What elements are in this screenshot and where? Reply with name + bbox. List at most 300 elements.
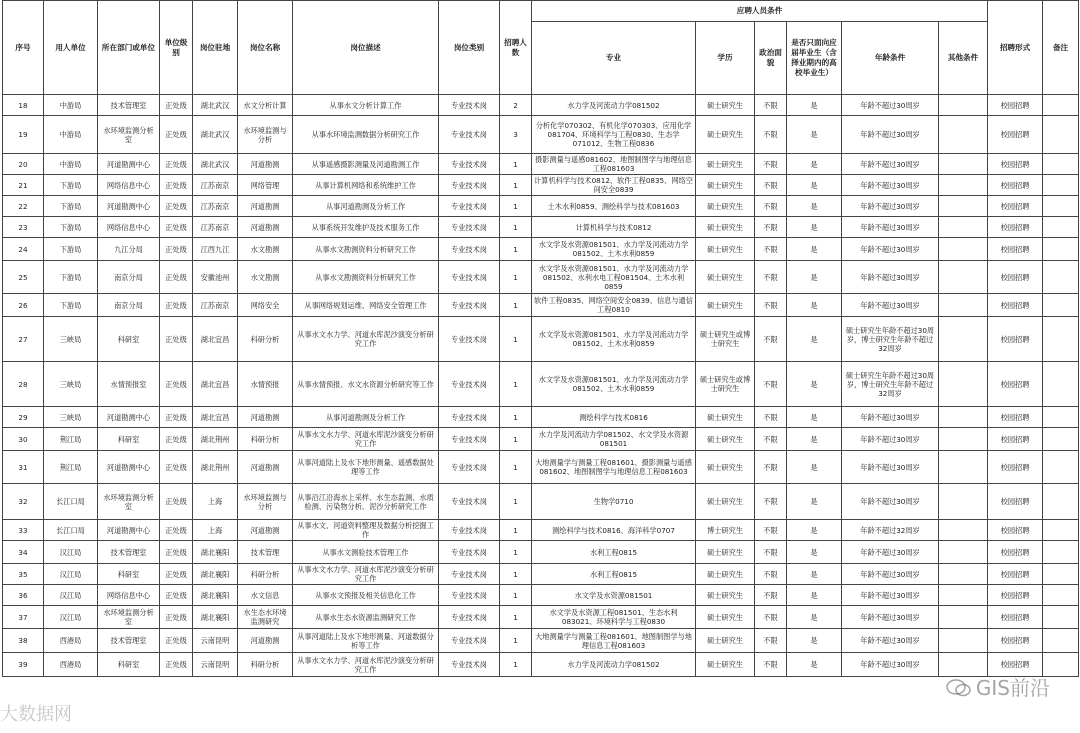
education-cell: 硕士研究生 (696, 451, 755, 484)
description-cell: 从事水生态水资源监测研究工作 (293, 606, 439, 629)
category-cell: 专业技术岗 (439, 629, 500, 653)
unit-cell: 长江口局 (44, 520, 98, 541)
watermark-left-text: 大数据网 (0, 704, 72, 725)
recruit-form-cell: 校园招聘 (988, 407, 1043, 428)
seq-cell: 32 (3, 484, 44, 520)
seq-cell: 23 (3, 217, 44, 238)
political-cell: 不限 (755, 451, 787, 484)
age-cell: 年龄不超过30周岁 (842, 629, 939, 653)
note-cell (1043, 294, 1079, 317)
category-cell: 专业技术岗 (439, 606, 500, 629)
count-cell: 1 (500, 317, 532, 362)
unit-cell: 荆江局 (44, 451, 98, 484)
fresh-grad-cell: 是 (787, 95, 842, 116)
education-cell: 硕士研究生 (696, 484, 755, 520)
recruit-form-cell: 校园招聘 (988, 428, 1043, 451)
major-cell: 大地测量学与测量工程081601、摄影测量与遥感081602、地图制图学与地理信息工程081603 (532, 451, 696, 484)
other-cell (939, 175, 988, 196)
description-cell: 从事河道勘测及分析工作 (293, 196, 439, 217)
unit-cell: 西港局 (44, 629, 98, 653)
political-cell: 不限 (755, 238, 787, 261)
seq-cell: 38 (3, 629, 44, 653)
description-cell: 从事水文水力学、河道水库泥沙演变分析研究工作 (293, 564, 439, 585)
note-cell (1043, 116, 1079, 154)
post-cell: 网络安全 (238, 294, 293, 317)
major-cell: 水文学及水资源081501、水力学及河流动力学081502、土木水利0859 (532, 362, 696, 407)
political-cell: 不限 (755, 362, 787, 407)
recruit-form-cell: 校园招聘 (988, 564, 1043, 585)
dept-cell: 科研室 (98, 428, 160, 451)
description-cell: 从事河道勘测及分析工作 (293, 407, 439, 428)
description-cell: 从事水文分析计算工作 (293, 95, 439, 116)
category-cell: 专业技术岗 (439, 451, 500, 484)
age-cell: 年龄不超过30周岁 (842, 653, 939, 677)
fresh-grad-cell: 是 (787, 564, 842, 585)
table-row (3, 541, 1079, 564)
level-cell: 正处级 (160, 294, 193, 317)
note-cell (1043, 541, 1079, 564)
unit-cell: 中游局 (44, 116, 98, 154)
age-cell: 年龄不超过30周岁 (842, 407, 939, 428)
other-cell (939, 154, 988, 175)
level-cell: 正处级 (160, 564, 193, 585)
header-recruit-form: 招聘形式 (988, 1, 1043, 95)
watermark-right (946, 672, 1050, 701)
other-cell (939, 484, 988, 520)
description-cell: 从事水文水力学、河道水库泥沙演变分析研究工作 (293, 317, 439, 362)
unit-cell: 中游局 (44, 154, 98, 175)
table-row (3, 520, 1079, 541)
fresh-grad-cell: 是 (787, 238, 842, 261)
political-cell: 不限 (755, 541, 787, 564)
description-cell: 从事水文水力学、河道水库泥沙演变分析研究工作 (293, 653, 439, 677)
header-political: 政治面貌 (755, 22, 787, 95)
political-cell: 不限 (755, 261, 787, 294)
level-cell: 正处级 (160, 541, 193, 564)
education-cell: 硕士研究生 (696, 541, 755, 564)
age-cell: 年龄不超过30周岁 (842, 238, 939, 261)
location-cell: 湖北武汉 (193, 154, 238, 175)
description-cell: 从事网络规划运维、网络安全管理工作 (293, 294, 439, 317)
education-cell: 硕士研究生 (696, 629, 755, 653)
location-cell: 上海 (193, 520, 238, 541)
recruit-form-cell: 校园招聘 (988, 606, 1043, 629)
seq-cell: 27 (3, 317, 44, 362)
post-cell: 河道勘测 (238, 520, 293, 541)
political-cell: 不限 (755, 520, 787, 541)
other-cell (939, 520, 988, 541)
age-cell: 年龄不超过30周岁 (842, 428, 939, 451)
post-cell: 水文勘测 (238, 238, 293, 261)
count-cell: 1 (500, 217, 532, 238)
dept-cell: 河道勘测中心 (98, 196, 160, 217)
post-cell: 科研分析 (238, 564, 293, 585)
table-row (3, 294, 1079, 317)
other-cell (939, 428, 988, 451)
major-cell: 摄影测量与遥感081602、地图制图学与地理信息工程081603 (532, 154, 696, 175)
recruit-form-cell: 校园招聘 (988, 238, 1043, 261)
header-category: 岗位类别 (439, 1, 500, 95)
level-cell: 正处级 (160, 407, 193, 428)
category-cell: 专业技术岗 (439, 294, 500, 317)
other-cell (939, 407, 988, 428)
seq-cell: 26 (3, 294, 44, 317)
fresh-grad-cell: 是 (787, 362, 842, 407)
age-cell: 年龄不超过30周岁 (842, 606, 939, 629)
major-cell: 水力学及河流动力学081502 (532, 95, 696, 116)
other-cell (939, 238, 988, 261)
table-row (3, 653, 1079, 677)
political-cell: 不限 (755, 217, 787, 238)
description-cell: 从事系统开发维护及技术服务工作 (293, 217, 439, 238)
level-cell: 正处级 (160, 95, 193, 116)
other-cell (939, 629, 988, 653)
political-cell: 不限 (755, 196, 787, 217)
fresh-grad-cell: 是 (787, 428, 842, 451)
note-cell (1043, 428, 1079, 451)
political-cell: 不限 (755, 653, 787, 677)
unit-cell: 下游局 (44, 196, 98, 217)
note-cell (1043, 154, 1079, 175)
dept-cell: 南京分局 (98, 261, 160, 294)
header-level: 单位级别 (160, 1, 193, 95)
seq-cell: 18 (3, 95, 44, 116)
major-cell: 测绘科学与技术0816 (532, 407, 696, 428)
category-cell: 专业技术岗 (439, 653, 500, 677)
political-cell: 不限 (755, 175, 787, 196)
header-education: 学历 (696, 22, 755, 95)
recruit-form-cell: 校园招聘 (988, 116, 1043, 154)
table-row (3, 362, 1079, 407)
count-cell: 1 (500, 261, 532, 294)
age-cell: 年龄不超过30周岁 (842, 95, 939, 116)
political-cell: 不限 (755, 428, 787, 451)
dept-cell: 网络信息中心 (98, 175, 160, 196)
major-cell: 测绘科学与技术0816、海洋科学0707 (532, 520, 696, 541)
category-cell: 专业技术岗 (439, 196, 500, 217)
level-cell: 正处级 (160, 217, 193, 238)
table-row (3, 407, 1079, 428)
recruit-form-cell: 校园招聘 (988, 217, 1043, 238)
post-cell: 水环境监测与分析 (238, 116, 293, 154)
seq-cell: 28 (3, 362, 44, 407)
age-cell: 年龄不超过30周岁 (842, 585, 939, 606)
level-cell: 正处级 (160, 451, 193, 484)
unit-cell: 中游局 (44, 95, 98, 116)
other-cell (939, 317, 988, 362)
recruit-form-cell: 校园招聘 (988, 175, 1043, 196)
location-cell: 江西九江 (193, 238, 238, 261)
description-cell: 从事遥感摄影测量及河道勘测工作 (293, 154, 439, 175)
header-dept: 所在部门或单位 (98, 1, 160, 95)
category-cell: 专业技术岗 (439, 407, 500, 428)
category-cell: 专业技术岗 (439, 261, 500, 294)
post-cell: 水情预报 (238, 362, 293, 407)
level-cell: 正处级 (160, 520, 193, 541)
seq-cell: 39 (3, 653, 44, 677)
description-cell: 从事水文测验技术管理工作 (293, 541, 439, 564)
watermark-left (0, 700, 72, 726)
education-cell: 硕士研究生 (696, 261, 755, 294)
unit-cell: 汉江局 (44, 585, 98, 606)
count-cell: 1 (500, 585, 532, 606)
description-cell: 从事沿江沿海水上采样、水生态监测、水质检测、污染物分析、泥沙分析研究工作 (293, 484, 439, 520)
table-row (3, 451, 1079, 484)
location-cell: 云南昆明 (193, 653, 238, 677)
other-cell (939, 95, 988, 116)
unit-cell: 西港局 (44, 653, 98, 677)
dept-cell: 技术管理室 (98, 629, 160, 653)
political-cell: 不限 (755, 629, 787, 653)
description-cell: 从事河道陆上及水下地形测量、河道数据分析等工作 (293, 629, 439, 653)
other-cell (939, 564, 988, 585)
table-row (3, 175, 1079, 196)
major-cell: 分析化学070302、有机化学070303、应用化学081704、环境科学与工程0830、生态学071012、生物工程0836 (532, 116, 696, 154)
other-cell (939, 606, 988, 629)
post-cell: 河道勘测 (238, 196, 293, 217)
watermark-right-text: GIS前沿 (975, 676, 1050, 700)
education-cell: 硕士研究生或博士研究生 (696, 362, 755, 407)
category-cell: 专业技术岗 (439, 95, 500, 116)
header-count: 招聘人数 (500, 1, 532, 95)
education-cell: 硕士研究生 (696, 407, 755, 428)
location-cell: 湖北武汉 (193, 116, 238, 154)
location-cell: 安徽池州 (193, 261, 238, 294)
level-cell: 正处级 (160, 238, 193, 261)
recruit-form-cell: 校园招聘 (988, 294, 1043, 317)
dept-cell: 河道勘测中心 (98, 154, 160, 175)
count-cell: 1 (500, 428, 532, 451)
header-seq: 序号 (3, 1, 44, 95)
location-cell: 湖北宜昌 (193, 317, 238, 362)
fresh-grad-cell: 是 (787, 451, 842, 484)
dept-cell: 河道勘测中心 (98, 520, 160, 541)
unit-cell: 长江口局 (44, 484, 98, 520)
table-row (3, 95, 1079, 116)
age-cell: 年龄不超过30周岁 (842, 154, 939, 175)
description-cell: 从事水文勘测资料分析研究工作 (293, 238, 439, 261)
wechat-icon (946, 678, 972, 698)
note-cell (1043, 317, 1079, 362)
dept-cell: 科研室 (98, 564, 160, 585)
header-conditions: 应聘人员条件 (532, 1, 988, 22)
level-cell: 正处级 (160, 362, 193, 407)
post-cell: 水文分析计算 (238, 95, 293, 116)
location-cell: 湖北荆州 (193, 451, 238, 484)
header-age: 年龄条件 (842, 22, 939, 95)
major-cell: 水力学及河流动力学081502 (532, 653, 696, 677)
post-cell: 科研分析 (238, 317, 293, 362)
post-cell: 科研分析 (238, 653, 293, 677)
recruit-form-cell: 校园招聘 (988, 154, 1043, 175)
education-cell: 硕士研究生 (696, 196, 755, 217)
political-cell: 不限 (755, 407, 787, 428)
description-cell: 从事河道陆上及水下地形测量、遥感数据处理等工作 (293, 451, 439, 484)
education-cell: 硕士研究生 (696, 294, 755, 317)
age-cell: 年龄不超过30周岁 (842, 564, 939, 585)
table-row (3, 585, 1079, 606)
count-cell: 1 (500, 238, 532, 261)
level-cell: 正处级 (160, 428, 193, 451)
seq-cell: 19 (3, 116, 44, 154)
count-cell: 1 (500, 294, 532, 317)
education-cell: 硕士研究生 (696, 95, 755, 116)
major-cell: 计算机科学与技术0812 (532, 217, 696, 238)
location-cell: 湖北宜昌 (193, 362, 238, 407)
seq-cell: 36 (3, 585, 44, 606)
count-cell: 1 (500, 407, 532, 428)
level-cell: 正处级 (160, 175, 193, 196)
header-note: 备注 (1043, 1, 1079, 95)
category-cell: 专业技术岗 (439, 238, 500, 261)
education-cell: 硕士研究生 (696, 154, 755, 175)
other-cell (939, 196, 988, 217)
post-cell: 水文信息 (238, 585, 293, 606)
fresh-grad-cell: 是 (787, 541, 842, 564)
note-cell (1043, 451, 1079, 484)
fresh-grad-cell: 是 (787, 317, 842, 362)
unit-cell: 下游局 (44, 238, 98, 261)
fresh-grad-cell: 是 (787, 484, 842, 520)
fresh-grad-cell: 是 (787, 196, 842, 217)
level-cell: 正处级 (160, 154, 193, 175)
dept-cell: 南京分局 (98, 294, 160, 317)
education-cell: 硕士研究生 (696, 428, 755, 451)
post-cell: 河道勘测 (238, 407, 293, 428)
header-major: 专业 (532, 22, 696, 95)
category-cell: 专业技术岗 (439, 317, 500, 362)
education-cell: 硕士研究生 (696, 238, 755, 261)
level-cell: 正处级 (160, 484, 193, 520)
major-cell: 水文学及水资源081501 (532, 585, 696, 606)
level-cell: 正处级 (160, 196, 193, 217)
level-cell: 正处级 (160, 653, 193, 677)
major-cell: 水利工程0815 (532, 564, 696, 585)
post-cell: 河道勘测 (238, 217, 293, 238)
dept-cell: 水环境监测分析室 (98, 484, 160, 520)
post-cell: 科研分析 (238, 428, 293, 451)
header-post: 岗位名称 (238, 1, 293, 95)
count-cell: 3 (500, 116, 532, 154)
major-cell: 土木水利0859、测绘科学与技术081603 (532, 196, 696, 217)
note-cell (1043, 217, 1079, 238)
fresh-grad-cell: 是 (787, 407, 842, 428)
location-cell: 江苏南京 (193, 175, 238, 196)
note-cell (1043, 238, 1079, 261)
category-cell: 专业技术岗 (439, 541, 500, 564)
header-unit: 用人单位 (44, 1, 98, 95)
level-cell: 正处级 (160, 317, 193, 362)
post-cell: 水环境监测与分析 (238, 484, 293, 520)
table-row (3, 629, 1079, 653)
description-cell: 从事水文勘测资料分析研究工作 (293, 261, 439, 294)
unit-cell: 下游局 (44, 294, 98, 317)
major-cell: 水力学及河流动力学081502、水文学及水资源081501 (532, 428, 696, 451)
description-cell: 从事水情预报、水文水资源分析研究等工作 (293, 362, 439, 407)
count-cell: 1 (500, 484, 532, 520)
major-cell: 水文学及水资源081501、水力学及河流动力学081502、土木水利0859 (532, 317, 696, 362)
age-cell: 年龄不超过30周岁 (842, 116, 939, 154)
fresh-grad-cell: 是 (787, 520, 842, 541)
level-cell: 正处级 (160, 606, 193, 629)
dept-cell: 网络信息中心 (98, 217, 160, 238)
location-cell: 云南昆明 (193, 629, 238, 653)
category-cell: 专业技术岗 (439, 362, 500, 407)
description-cell: 从事水环境监测数据分析研究工作 (293, 116, 439, 154)
other-cell (939, 585, 988, 606)
fresh-grad-cell: 是 (787, 175, 842, 196)
category-cell: 专业技术岗 (439, 520, 500, 541)
note-cell (1043, 196, 1079, 217)
note-cell (1043, 175, 1079, 196)
recruit-form-cell: 校园招聘 (988, 95, 1043, 116)
unit-cell: 荆江局 (44, 428, 98, 451)
major-cell: 软件工程0835、网络空间安全0839、信息与通信工程0810 (532, 294, 696, 317)
category-cell: 专业技术岗 (439, 428, 500, 451)
political-cell: 不限 (755, 154, 787, 175)
seq-cell: 30 (3, 428, 44, 451)
recruit-form-cell: 校园招聘 (988, 629, 1043, 653)
unit-cell: 汉江局 (44, 564, 98, 585)
education-cell: 硕士研究生 (696, 564, 755, 585)
age-cell: 硕士研究生年龄不超过30周岁，博士研究生年龄不超过32周岁 (842, 362, 939, 407)
recruit-form-cell: 校园招聘 (988, 261, 1043, 294)
category-cell: 专业技术岗 (439, 217, 500, 238)
dept-cell: 科研室 (98, 653, 160, 677)
age-cell: 年龄不超过30周岁 (842, 196, 939, 217)
location-cell: 湖北荆州 (193, 428, 238, 451)
table-row (3, 317, 1079, 362)
age-cell: 年龄不超过30周岁 (842, 294, 939, 317)
other-cell (939, 451, 988, 484)
political-cell: 不限 (755, 116, 787, 154)
header-other: 其他条件 (939, 22, 988, 95)
location-cell: 江苏南京 (193, 217, 238, 238)
education-cell: 硕士研究生 (696, 175, 755, 196)
note-cell (1043, 606, 1079, 629)
count-cell: 1 (500, 175, 532, 196)
table-row (3, 484, 1079, 520)
political-cell: 不限 (755, 294, 787, 317)
note-cell (1043, 564, 1079, 585)
location-cell: 上海 (193, 484, 238, 520)
recruit-form-cell: 校园招聘 (988, 451, 1043, 484)
age-cell: 硕士研究生年龄不超过30周岁，博士研究生年龄不超过32周岁 (842, 317, 939, 362)
note-cell (1043, 407, 1079, 428)
unit-cell: 下游局 (44, 175, 98, 196)
major-cell: 水文学及水资源工程081501、生态水利083021、环境科学与工程0830 (532, 606, 696, 629)
level-cell: 正处级 (160, 629, 193, 653)
post-cell: 水文勘测 (238, 261, 293, 294)
header-fresh-grad: 是否只面向应届毕业生（含择业期内的高校毕业生） (787, 22, 842, 95)
description-cell: 从事水文水力学、河道水库泥沙演变分析研究工作 (293, 428, 439, 451)
category-cell: 专业技术岗 (439, 484, 500, 520)
seq-cell: 33 (3, 520, 44, 541)
other-cell (939, 541, 988, 564)
count-cell: 1 (500, 541, 532, 564)
count-cell: 1 (500, 196, 532, 217)
note-cell (1043, 585, 1079, 606)
political-cell: 不限 (755, 95, 787, 116)
level-cell: 正处级 (160, 585, 193, 606)
dept-cell: 九江分局 (98, 238, 160, 261)
post-cell: 河道勘测 (238, 154, 293, 175)
political-cell: 不限 (755, 317, 787, 362)
location-cell: 湖北武汉 (193, 95, 238, 116)
other-cell (939, 362, 988, 407)
count-cell: 1 (500, 606, 532, 629)
category-cell: 专业技术岗 (439, 585, 500, 606)
